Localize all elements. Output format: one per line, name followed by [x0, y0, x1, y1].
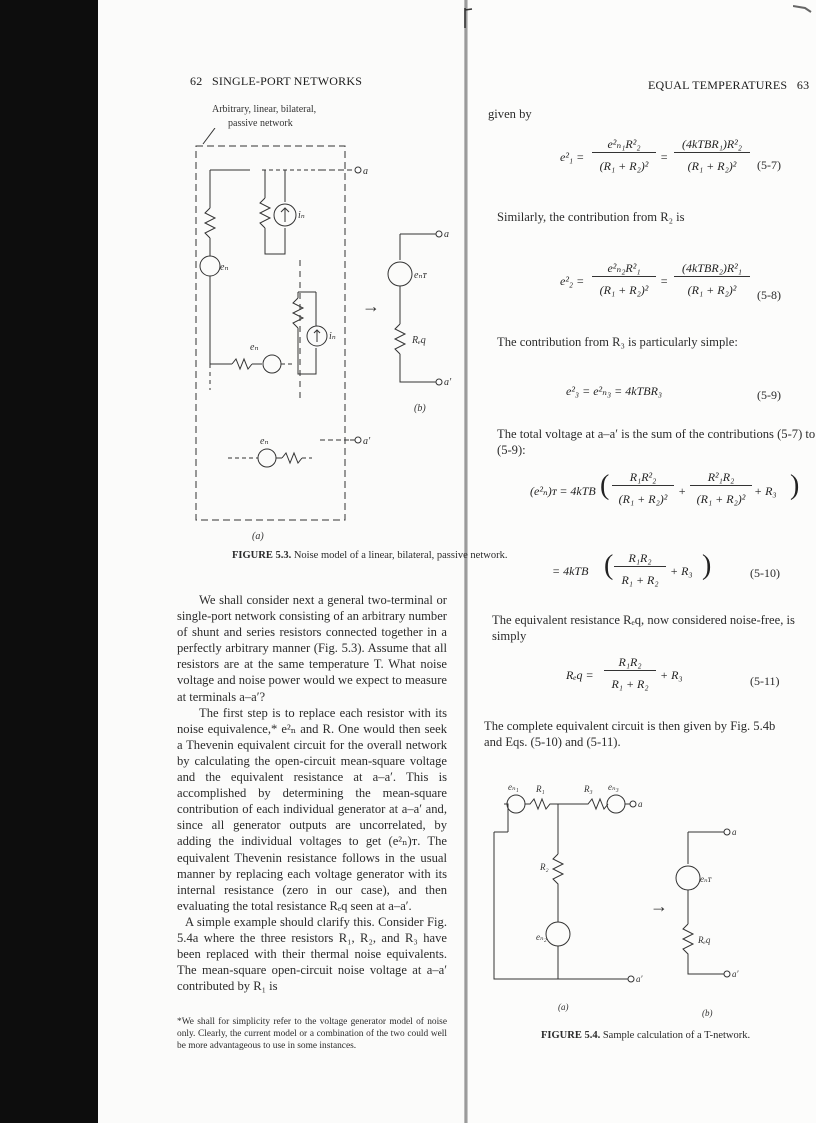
eq-5-7-frac2-den: (R₁ + R₂)²	[687, 159, 737, 173]
left-page-header	[190, 74, 362, 89]
resistor-shunt-lower	[293, 298, 303, 328]
eq-5-11-frac-den: R₁ + R₂	[611, 677, 649, 691]
fig54-label-r2: R₂	[540, 862, 549, 872]
fig53-annotation-pointer	[203, 128, 215, 144]
eq-5-7-equals: =	[660, 150, 669, 164]
footnote-text: *We shall for simplicity refer to the voltage generator model of noise only. Clearly, the current model or a combination of the two could well be more advantageous to use in some instances.	[177, 1017, 447, 1051]
fig54-ground-rail	[494, 832, 618, 979]
eq-5-10a-tail: + R₃	[754, 484, 777, 498]
fig54b-terminal-a	[724, 829, 730, 835]
eq-5-11-tail: + R₃	[660, 668, 683, 682]
terminal-a-right	[436, 231, 442, 237]
eq-5-10a-frac2-num: R²₁R₂	[690, 470, 752, 486]
fig54-label-a: (a)	[558, 1002, 569, 1012]
eq-5-10b-paren-close: )	[702, 550, 712, 581]
fig54-source-en3	[607, 795, 625, 813]
fig54-label-en1: eₙ₁	[508, 784, 519, 792]
label-en-series: eₙ	[250, 342, 259, 353]
eq-5-10a-frac2-den: (R₁ + R₂)²	[696, 492, 746, 506]
eq-5-7-frac1-num: e²ₙ₁R²₂	[592, 137, 656, 153]
eq-5-8-frac2-num: (4kTBR₂)R²₁	[674, 261, 750, 277]
label-r-eq: Rₑq	[412, 335, 426, 346]
fig54-label-b: (b)	[702, 1008, 713, 1018]
fig54-source-en2	[546, 922, 570, 946]
fig54b-label-en-t: eₙᴛ	[700, 874, 712, 884]
terminal-a-left	[355, 167, 361, 173]
fig53-label-a-text: (a)	[252, 531, 264, 542]
eq-5-10a-paren-close: )	[790, 470, 800, 501]
label-en-t: eₙᴛ	[414, 270, 427, 281]
equivalent-resistor	[395, 324, 405, 354]
eq-5-8-frac2-den: (R₁ + R₂)²	[687, 283, 737, 297]
terminal-a-prime-left	[355, 437, 361, 443]
fig54-label-r3: R₃	[584, 784, 593, 794]
fig54-label-r1: R₁	[536, 784, 545, 794]
right-page-number: 63	[796, 78, 810, 92]
fig54-label-terminal-a-prime: a′	[636, 974, 643, 984]
eq-5-7-number: (5-7)	[757, 158, 781, 172]
text-given-by: given by	[488, 107, 532, 121]
footnote	[177, 1016, 447, 1052]
eq-5-11-frac-num: R₁R₂	[604, 655, 656, 671]
text-contribution-r3: The contribution from R₃ is particularly simple:	[497, 335, 738, 349]
eq-5-11-number: (5-11)	[750, 674, 780, 688]
eq-5-9-number: (5-9)	[757, 388, 781, 402]
network-boundary	[196, 146, 345, 520]
eq-5-7-frac2-num: (4kTBR₁)R²₂	[674, 137, 750, 153]
right-page-header	[648, 78, 809, 93]
paragraph-2: The first step is to replace each resistor with its noise equivalence,* e²ₙ and R. One would then seek a Thevenin equivalent circuit for the overall network by calculating the open-circuit mean-square voltage and the equivalent resistance at a–a′. This is accomplished by determining the mean-square contribution of each individual generator at a–a′ and, since all generator outputs are uncorrelated, by adding the individual voltages to get (e²ₙ)ᴛ. The equivalent Thevenin resistance follows in the usual manner by replacing each voltage generator with its internal resistance (zero in our case), and then evaluating the total resistance Rₑq seen at a–a′.	[177, 705, 447, 913]
label-terminal-a-prime: a′	[363, 436, 371, 447]
eq-5-10a-paren-open: (	[600, 470, 610, 501]
fig53-label-b: (b)	[414, 403, 426, 414]
fig53-annotation-line1: Arbitrary, linear, bilateral,	[212, 104, 317, 115]
resistor-shunt-upper	[260, 198, 270, 228]
terminal-a-prime-right	[436, 379, 442, 385]
text-equiv-resistance: The equivalent resistance Rₑq, now considered noise-free, is simply	[492, 613, 795, 644]
eq-5-8-frac1-num: e²ₙ₂R²₁	[592, 261, 656, 277]
paragraph-3: A simple example should clarify this. Consider Fig. 5.4a where the three resistors R₁, R₂, and R₃ have been replaced with their thermal noise equivalents. The mean-square open-circuit noise voltage at a–a′ contributed by R₁ is	[177, 914, 447, 994]
equivalent-noise-source	[388, 262, 412, 286]
eq-5-10b-paren-open: (	[604, 550, 614, 581]
eq-5-7-lhs: e²₁ =	[560, 150, 585, 164]
fig54-caption-label: FIGURE 5.4.	[541, 1030, 601, 1041]
noise-voltage-source-series	[263, 355, 281, 373]
fig53-caption-label: FIGURE 5.3.	[232, 550, 292, 561]
eq-5-10a-lhs: (e²ₙ)ᴛ = 4kTB	[530, 484, 596, 498]
eq-5-8-equals: =	[660, 274, 669, 288]
figure-5-3-diagram	[190, 128, 480, 528]
eq-5-10a-frac1-num: R₁R²₂	[612, 470, 674, 486]
text-total-voltage: The total voltage at a–a′ is the sum of the contributions (5-7) to (5-9):	[497, 427, 816, 458]
paragraph-1: We shall consider next a general two-terminal or single-port network consisting of an arbitrary number of shunt and series resistors connected together in a perfectly arbitrary manner (Fig. 5.3). Assume that all resistors are at the same temperature T. What noise voltage and noise power would we expect to measure at terminals a–a′?	[177, 593, 447, 704]
resistor-series-1	[232, 359, 252, 369]
text-similarly: Similarly, the contribution from R₂ is	[497, 210, 685, 224]
fig54b-label-terminal-a: a	[732, 827, 737, 837]
right-running-head: EQUAL TEMPERATURES	[648, 78, 788, 92]
fig54-equivalent-resistor	[683, 924, 724, 974]
scan-artifact-corner	[793, 5, 813, 13]
eq-5-10b-lhs: = 4kTB	[552, 564, 589, 578]
eq-5-9-expr: e²₃ = e²ₙ₃ = 4kTBR₃	[566, 384, 663, 398]
eq-5-10a-plus: +	[678, 484, 687, 498]
label-in-lower: iₙ	[329, 331, 336, 342]
eq-5-10b-frac-num: R₁R₂	[614, 551, 666, 567]
label-in-upper: iₙ	[298, 210, 305, 221]
fig53-caption	[232, 550, 507, 561]
fig54-arrow: →	[650, 896, 668, 916]
label-terminal-a-b: a	[444, 229, 449, 240]
fig54-terminal-a	[630, 801, 636, 807]
label-terminal-a: a	[363, 166, 368, 177]
fig54-label-en3: eₙ₃	[608, 784, 619, 792]
eq-5-11-lhs: Rₑq =	[566, 668, 594, 682]
fig54-label-terminal-a: a	[638, 799, 643, 809]
text-complete-circuit: The complete equivalent circuit is then given by Fig. 5.4b and Eqs. (5-10) and (5-11).	[484, 719, 776, 750]
fig54b-label-terminal-a-prime: a′	[732, 969, 739, 979]
fig53-caption-text: Noise model of a linear, bilateral, passive network.	[293, 550, 508, 561]
eq-5-8-lhs: e²₂ =	[560, 274, 585, 288]
eq-5-10-number: (5-10)	[750, 566, 780, 580]
binding-shadow	[0, 0, 98, 1123]
noise-voltage-source-bottom	[258, 449, 276, 467]
fig54-resistor-r2	[553, 854, 563, 922]
noise-voltage-source-left	[200, 256, 220, 276]
figure-5-4-diagram	[488, 784, 748, 1024]
fig54-label-en2: eₙ₂	[536, 932, 547, 942]
scan-artifact-mark	[464, 8, 474, 28]
fig54b-label-r-eq: Rₑq	[698, 935, 711, 945]
eq-5-7-frac1-den: (R₁ + R₂)²	[599, 159, 649, 173]
fig54-terminal-a-prime	[628, 976, 634, 982]
fig53-arrow: →	[362, 296, 380, 316]
left-page-number: 62	[190, 74, 203, 88]
fig53-annotation-line2: passive network	[228, 118, 293, 129]
left-running-head: SINGLE-PORT NETWORKS	[212, 74, 363, 88]
label-en-bottom: eₙ	[260, 436, 269, 447]
left-body-text	[177, 592, 447, 994]
eq-5-10a-frac1-den: (R₁ + R₂)²	[618, 492, 668, 506]
eq-5-8-number: (5-8)	[757, 288, 781, 302]
label-en-left: eₙ	[220, 262, 229, 273]
fig54-resistor-r1	[525, 799, 578, 809]
fig54-caption-text: Sample calculation of a T-network.	[602, 1030, 751, 1041]
resistor-series-2	[282, 453, 302, 463]
fig54-equivalent-source	[676, 866, 700, 890]
eq-5-10b-tail: + R₃	[670, 564, 693, 578]
fig54-resistor-r3	[578, 799, 608, 809]
fig54-source-en1	[507, 795, 525, 813]
eq-5-10b-frac-den: R₁ + R₂	[621, 573, 659, 587]
fig54b-terminal-a-prime	[724, 971, 730, 977]
fig54-caption	[541, 1030, 750, 1041]
label-terminal-a-prime-b: a′	[444, 377, 452, 388]
resistor-left	[205, 208, 215, 238]
eq-5-8-frac1-den: (R₁ + R₂)²	[599, 283, 649, 297]
